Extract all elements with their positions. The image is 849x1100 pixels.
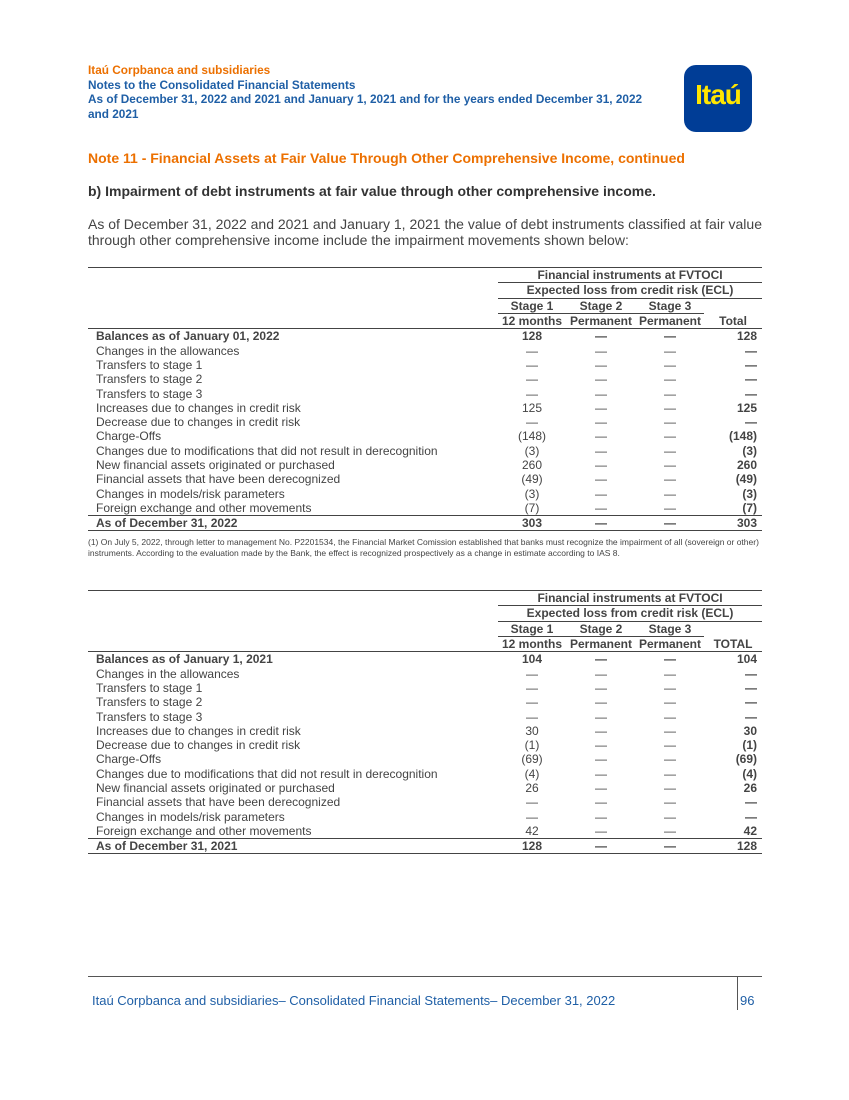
stage-2-value: — (595, 400, 607, 415)
stage-2-value: — (595, 738, 607, 753)
total-value: (7) (742, 500, 758, 515)
row-label: Changes due to modifications that did not result in derecognition (96, 443, 438, 458)
table-row (88, 795, 762, 809)
row-label: Changes in the allowances (96, 343, 240, 358)
stage-3-value: — (636, 329, 704, 344)
stage-2-value: — (566, 329, 636, 344)
stage-1-value: — (526, 357, 538, 372)
stage-2-value: — (595, 666, 607, 681)
stage-1-header: Stage 1 (498, 621, 566, 636)
stage-1-value: 128 (498, 329, 566, 344)
stage-3-value: — (664, 472, 676, 487)
stage-3-value: — (664, 386, 676, 401)
stage-3-value: — (664, 695, 676, 710)
table-row (88, 809, 762, 823)
total-value: — (745, 809, 758, 824)
stage-2-value: — (595, 415, 607, 430)
stage-1-value: 260 (521, 458, 543, 472)
stage-3-value: — (636, 516, 704, 531)
stage-1-value: — (526, 372, 538, 387)
company-name: Itaú Corpbanca and subsidiaries (88, 63, 271, 77)
stage-1-value: — (526, 415, 538, 430)
footnote: (1) On July 5, 2022, through letter to management No. P2201534, the Financial Market Comission established that banks must recognize the impairment of all (sovereign or other) instruments. According to the evaluation made by the Bank, the effect is recognized prospectively as a change in estimate according to IAS 8. (88, 537, 759, 558)
table-row (88, 652, 762, 667)
total-value: (3) (742, 443, 758, 458)
stage-2-value: — (595, 443, 607, 458)
intro-paragraph: As of December 31, 2022 and 2021 and January 1, 2021 the value of debt instruments classified at fair value through other comprehensive income include the impairment movements shown below: (88, 216, 762, 248)
stage-3-value: — (664, 357, 676, 372)
table-header-ecl: Expected loss from credit risk (ECL) (498, 283, 762, 298)
stage-2-value: — (566, 839, 636, 854)
stage-2-subheader: Permanent (569, 637, 633, 652)
row-label: New financial assets originated or purchased (96, 458, 335, 472)
stage-1-value: — (526, 666, 538, 681)
logo-text: Itaú (695, 79, 741, 110)
row-label: Changes in models/risk parameters (96, 486, 285, 501)
total-value: (4) (742, 766, 758, 781)
stage-2-value: — (595, 766, 607, 781)
table-row (88, 681, 762, 695)
table-row (88, 767, 762, 781)
total-header: Total (719, 313, 747, 328)
stage-1-value: 128 (498, 839, 566, 854)
stage-2-value: — (566, 652, 636, 667)
footer-text: Itaú Corpbanca and subsidiaries– Consolidated Financial Statements– December 31, 2022 (92, 993, 616, 1008)
stage-3-header: Stage 3 (636, 298, 704, 313)
total-value: 128 (704, 329, 762, 344)
table-row (88, 372, 762, 386)
total-value: — (745, 709, 758, 724)
total-value: — (745, 357, 758, 372)
total-value: (69) (735, 752, 758, 767)
header-line-4: and 2021 (88, 106, 139, 121)
footer-page-divider (737, 977, 738, 1010)
total-value: — (745, 415, 758, 430)
row-label: As of December 31, 2021 (88, 839, 498, 854)
stage-3-value: — (664, 666, 676, 681)
stage-3-value: — (664, 500, 676, 515)
impairment-table-2022 (88, 267, 762, 531)
stage-3-value: — (664, 400, 676, 415)
stage-2-value: — (595, 372, 607, 387)
stage-3-value: — (636, 839, 704, 854)
row-label: Transfers to stage 2 (96, 372, 203, 387)
stage-2-value: — (595, 723, 607, 738)
stage-3-subheader: Permanent (638, 637, 702, 652)
row-label: Increases due to changes in credit risk (96, 400, 301, 415)
stage-2-subheader: Permanent (569, 314, 633, 329)
table-row (88, 329, 762, 344)
total-value: 26 (743, 781, 758, 795)
stage-2-value: — (595, 795, 607, 810)
stage-3-value: — (664, 429, 676, 444)
document-header (88, 63, 688, 121)
header-line-2: Notes to the Consolidated Financial Statements (88, 77, 356, 92)
row-label: As of December 31, 2022 (88, 516, 498, 531)
stage-3-value: — (664, 752, 676, 767)
table-row (88, 429, 762, 443)
stage-1-value: (148) (517, 429, 546, 444)
total-value: — (745, 695, 758, 710)
footer-divider (88, 976, 762, 977)
table-row (88, 738, 762, 752)
stage-1-subheader: 12 months (501, 314, 562, 329)
total-value: — (745, 386, 758, 401)
stage-2-value: — (595, 486, 607, 501)
itau-logo (684, 65, 752, 132)
total-value: 30 (743, 723, 758, 738)
total-value: (3) (742, 486, 758, 501)
stage-3-value: — (664, 766, 676, 781)
table-row (88, 781, 762, 795)
stage-1-value: — (526, 795, 538, 810)
table-row (88, 343, 762, 357)
table-row (88, 358, 762, 372)
total-value: (49) (735, 472, 758, 487)
total-header: TOTAL (713, 636, 753, 651)
stage-1-value: (49) (521, 472, 543, 487)
impairment-table-2021 (88, 590, 762, 854)
table-row (88, 824, 762, 839)
stage-3-value: — (664, 795, 676, 810)
total-value: 125 (737, 400, 758, 415)
stage-3-value: — (664, 809, 676, 824)
page-number: 96 (740, 993, 755, 1008)
stage-3-value: — (664, 372, 676, 387)
row-label: Transfers to stage 3 (96, 386, 203, 401)
table-row (88, 695, 762, 709)
total-value: 303 (704, 516, 762, 531)
stage-3-value: — (664, 823, 676, 838)
stage-3-header: Stage 3 (636, 621, 704, 636)
stage-1-value: (3) (524, 443, 540, 458)
table-row (88, 752, 762, 766)
stage-1-value: 42 (525, 823, 539, 838)
total-value: 128 (704, 839, 762, 854)
stage-2-value: — (595, 343, 607, 358)
table-row (88, 401, 762, 415)
stage-2-value: — (595, 386, 607, 401)
table-header-fvtoci: Financial instruments at FVTOCI (498, 268, 762, 283)
row-label: Transfers to stage 3 (96, 709, 203, 724)
stage-2-header: Stage 2 (566, 621, 636, 636)
row-label: Transfers to stage 1 (96, 680, 203, 695)
table-header-ecl: Expected loss from credit risk (ECL) (498, 606, 762, 621)
stage-1-value: — (526, 809, 538, 824)
stage-1-value: 30 (525, 723, 539, 738)
stage-2-value: — (595, 680, 607, 695)
stage-2-value: — (595, 752, 607, 767)
row-label: Transfers to stage 2 (96, 695, 203, 710)
stage-2-header: Stage 2 (566, 298, 636, 313)
stage-3-value: — (664, 343, 676, 358)
row-label: Changes due to modifications that did not result in derecognition (96, 766, 438, 781)
stage-1-value: (7) (524, 500, 540, 515)
total-value: — (745, 343, 758, 358)
note-title: Note 11 - Financial Assets at Fair Value Through Other Comprehensive Income, continued (88, 150, 685, 166)
stage-2-value: — (595, 472, 607, 487)
stage-1-value: 26 (525, 781, 539, 795)
table-row (88, 709, 762, 723)
row-label: Balances as of January 1, 2021 (88, 652, 498, 667)
stage-2-value: — (595, 695, 607, 710)
row-label: Balances as of January 01, 2022 (88, 329, 498, 344)
row-label: Financial assets that have been derecognized (96, 795, 341, 810)
stage-3-value: — (664, 680, 676, 695)
section-title: b) Impairment of debt instruments at fair value through other comprehensive income. (88, 183, 656, 199)
stage-1-value: — (526, 709, 538, 724)
stage-3-value: — (664, 458, 676, 472)
stage-3-value: — (664, 486, 676, 501)
table-row (88, 666, 762, 680)
total-value: — (745, 795, 758, 810)
stage-1-value: 125 (521, 400, 543, 415)
row-label: Financial assets that have been derecognized (96, 472, 341, 487)
row-label: Transfers to stage 1 (96, 357, 203, 372)
row-label: Increases due to changes in credit risk (96, 723, 301, 738)
stage-3-value: — (664, 723, 676, 738)
header-line-3: As of December 31, 2022 and 2021 and January 1, 2021 and for the years ended December 31, 2022 (88, 92, 643, 106)
table-row (88, 472, 762, 486)
table-row (88, 386, 762, 400)
row-label: New financial assets originated or purchased (96, 781, 335, 795)
stage-3-value: — (664, 415, 676, 430)
table-row (88, 444, 762, 458)
stage-1-value: (1) (524, 738, 540, 753)
table-row (88, 516, 762, 531)
stage-2-value: — (566, 516, 636, 531)
table-row (88, 458, 762, 472)
stage-2-value: — (595, 357, 607, 372)
stage-2-value: — (595, 781, 607, 795)
row-label: Charge-Offs (96, 429, 162, 444)
stage-3-value: — (664, 709, 676, 724)
total-value: — (745, 372, 758, 387)
stage-2-value: — (595, 709, 607, 724)
table-row (88, 501, 762, 516)
total-value: (148) (729, 429, 758, 444)
row-label: Foreign exchange and other movements (96, 823, 312, 838)
stage-1-value: (69) (521, 752, 543, 767)
table-row (88, 486, 762, 500)
total-value: — (745, 680, 758, 695)
stage-1-header: Stage 1 (498, 298, 566, 313)
row-label: Changes in the allowances (96, 666, 240, 681)
row-label: Charge-Offs (96, 752, 162, 767)
stage-1-value: — (526, 680, 538, 695)
stage-2-value: — (595, 809, 607, 824)
table-header-fvtoci: Financial instruments at FVTOCI (498, 591, 762, 606)
stage-3-subheader: Permanent (638, 314, 702, 329)
stage-1-value: — (526, 695, 538, 710)
stage-2-value: — (595, 500, 607, 515)
table-row (88, 839, 762, 854)
stage-1-value: (3) (524, 486, 540, 501)
row-label: Changes in models/risk parameters (96, 809, 285, 824)
stage-1-value: 104 (498, 652, 566, 667)
stage-2-value: — (595, 429, 607, 444)
stage-1-value: 303 (498, 516, 566, 531)
stage-3-value: — (664, 738, 676, 753)
total-value: 42 (743, 823, 758, 838)
stage-1-value: — (526, 386, 538, 401)
total-value: (1) (742, 738, 758, 753)
stage-3-value: — (664, 443, 676, 458)
stage-2-value: — (595, 823, 607, 838)
table-row (88, 724, 762, 738)
total-value: 260 (737, 458, 758, 472)
stage-3-value: — (636, 652, 704, 667)
stage-1-subheader: 12 months (501, 637, 562, 652)
total-value: — (745, 666, 758, 681)
stage-1-value: (4) (524, 766, 540, 781)
table-row (88, 415, 762, 429)
stage-3-value: — (664, 781, 676, 795)
row-label: Decrease due to changes in credit risk (96, 738, 301, 753)
total-value: 104 (704, 652, 762, 667)
stage-1-value: — (526, 343, 538, 358)
stage-2-value: — (595, 458, 607, 472)
row-label: Foreign exchange and other movements (96, 500, 312, 515)
row-label: Decrease due to changes in credit risk (96, 415, 301, 430)
